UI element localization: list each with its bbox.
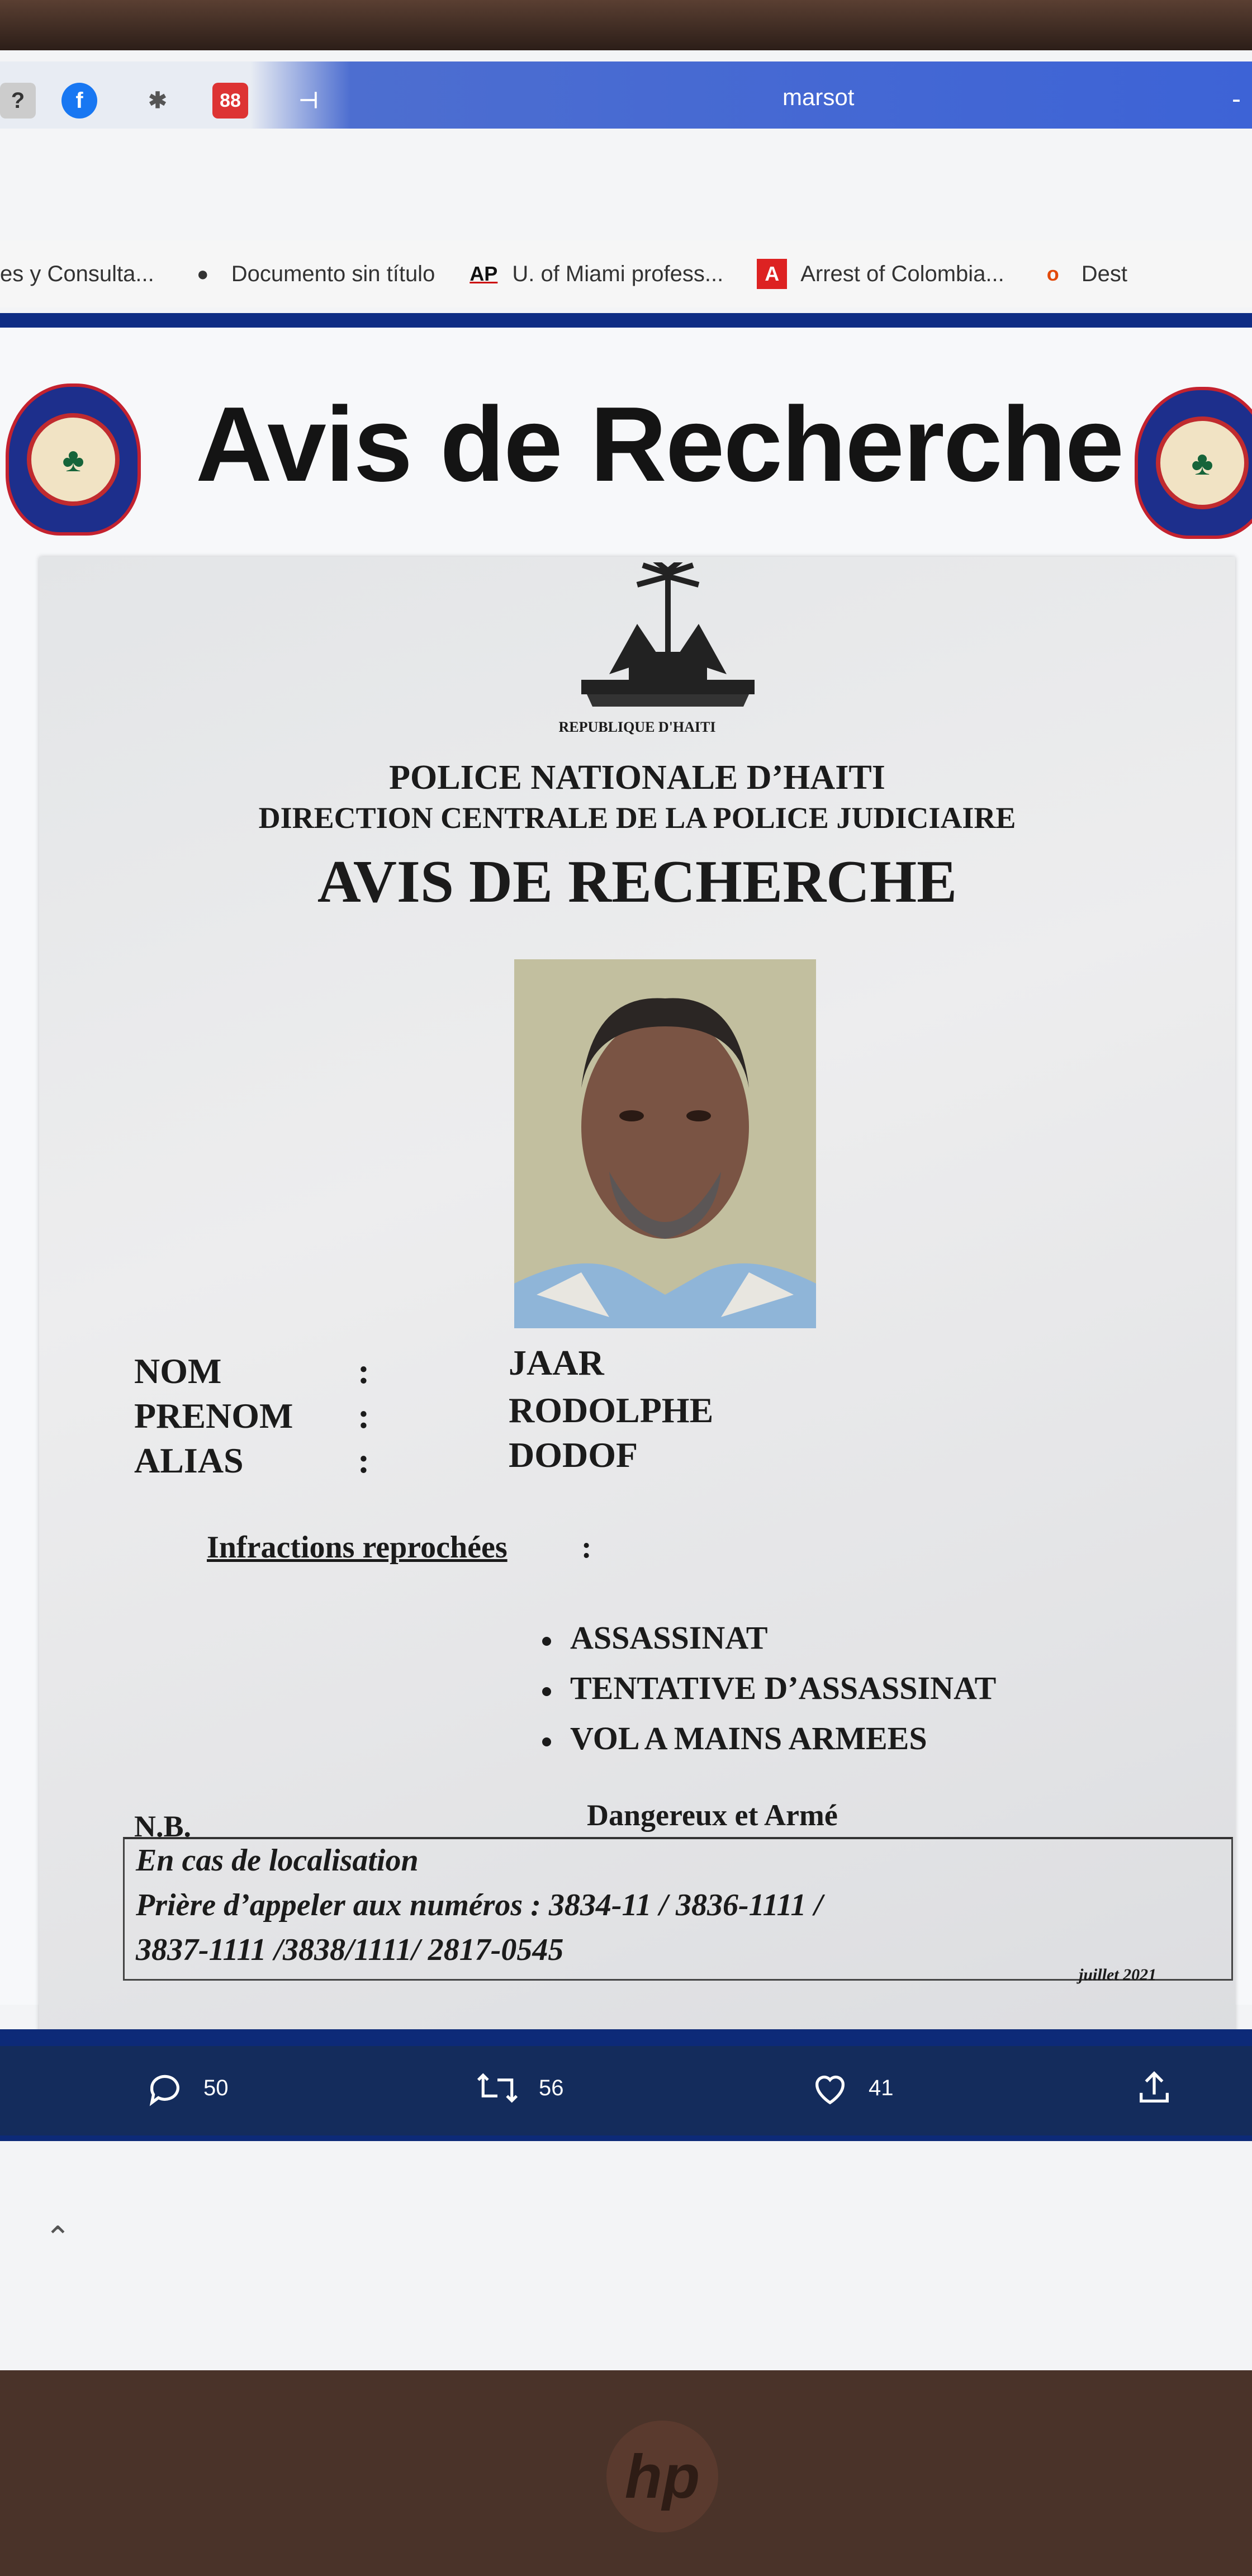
field-value-nom: JAAR	[509, 1343, 604, 1382]
tweet-action-bar	[0, 2029, 1252, 2141]
globe-icon: ●	[196, 262, 209, 285]
window-title: marsot	[782, 84, 855, 110]
contact-box	[123, 1837, 1233, 1981]
contact-line: Prière d’appeler aux numéros : 3834-11 / 3836-1111 /	[136, 1888, 823, 1922]
minimize-button[interactable]: -	[1232, 84, 1241, 114]
bookmark-label: Dest	[1081, 261, 1128, 286]
flame-icon: o	[1046, 262, 1059, 285]
field-label-alias: ALIAS	[134, 1441, 244, 1480]
contact-line: En cas de localisation	[136, 1843, 419, 1878]
reply-icon	[145, 2068, 184, 2108]
bookmark-label: Arrest of Colombia...	[800, 261, 1004, 286]
poster-date: juillet 2021	[1079, 1966, 1157, 1984]
heart-icon	[810, 2068, 850, 2108]
field-label-nom: NOM	[134, 1351, 222, 1391]
banner-title: Avis de Recherche	[196, 385, 1123, 504]
bookmarks-bar	[0, 240, 1252, 307]
bookmark-label: es y Consulta...	[0, 261, 154, 286]
bullet-icon	[542, 1687, 551, 1696]
like-button[interactable]	[810, 2068, 894, 2108]
monitor-bezel	[0, 0, 1252, 50]
address-area	[0, 129, 1252, 240]
field-value-alias: DODOF	[509, 1435, 638, 1475]
tab-icon-partial[interactable]: ?	[0, 83, 36, 119]
bookmark-item[interactable]	[0, 262, 154, 287]
police-seal-right	[1135, 387, 1252, 539]
police-seal-left	[6, 383, 141, 536]
pin-icon[interactable]: ⊣	[298, 88, 319, 113]
infractions-title: Infractions reprochées	[207, 1530, 508, 1565]
danger-label: Dangereux et Armé	[587, 1798, 838, 1832]
bookmark-label: U. of Miami profess...	[512, 261, 724, 286]
hp-logo: hp	[606, 2421, 718, 2532]
bookmark-item[interactable]	[468, 259, 723, 289]
haiti-emblem-icon: ♣	[1156, 416, 1249, 509]
reply-count: 50	[203, 2075, 229, 2100]
field-sep: :	[358, 1396, 370, 1436]
haiti-emblem-icon: ♣	[27, 413, 120, 506]
infraction-item: ASSASSINAT	[542, 1619, 768, 1656]
chevron-up-icon[interactable]: ⌃	[45, 2220, 71, 2255]
retweet-icon	[475, 2068, 520, 2108]
a-icon: A	[757, 259, 787, 289]
suspect-photo	[514, 959, 816, 1328]
grid-icon[interactable]: 88	[212, 83, 248, 119]
tweet-image[interactable]	[0, 328, 1252, 2005]
wanted-poster	[39, 557, 1235, 2044]
infraction-item: TENTATIVE D’ASSASSINAT	[542, 1669, 996, 1707]
field-sep: :	[358, 1441, 370, 1480]
bookmark-item[interactable]	[188, 259, 435, 289]
infraction-item: VOL A MAINS ARMEES	[542, 1720, 927, 1757]
header-accent-bar	[0, 313, 1252, 328]
facebook-icon[interactable]: f	[61, 83, 97, 119]
retweet-button[interactable]	[475, 2068, 564, 2108]
field-value-prenom: RODOLPHE	[509, 1390, 714, 1430]
bullet-icon	[542, 1737, 551, 1746]
ap-icon: AP	[470, 262, 498, 285]
infractions-colon: :	[581, 1530, 592, 1565]
nb-label: N.B.	[134, 1810, 192, 1843]
field-sep: :	[358, 1351, 370, 1391]
bullet-icon	[542, 1637, 551, 1646]
share-button[interactable]	[1135, 2068, 1193, 2108]
retweet-count: 56	[539, 2075, 564, 2100]
poster-header-police: POLICE NATIONALE D’HAITI	[389, 759, 885, 797]
contact-line: 3837-1111 /3838/1111/ 2817-0545	[136, 1933, 564, 1967]
puzzle-icon[interactable]: ✱	[148, 88, 167, 113]
reply-button[interactable]	[145, 2068, 229, 2108]
coat-of-arms-icon	[576, 562, 760, 708]
bookmark-item[interactable]	[757, 259, 1004, 289]
poster-header-direction: DIRECTION CENTRALE DE LA POLICE JUDICIAIRE	[258, 801, 1016, 835]
field-label-prenom: PRENOM	[134, 1396, 293, 1436]
poster-heading: AVIS DE RECHERCHE	[317, 849, 957, 915]
bookmark-item[interactable]	[1038, 259, 1127, 289]
title-bar	[0, 61, 1252, 129]
bookmark-label: Documento sin título	[231, 261, 435, 286]
screen	[0, 50, 1252, 2370]
like-count: 41	[869, 2075, 894, 2100]
republique-label: REPUBLIQUE D'HAITI	[558, 719, 716, 735]
share-icon	[1135, 2068, 1174, 2108]
action-bar-inner	[0, 2046, 1252, 2135]
